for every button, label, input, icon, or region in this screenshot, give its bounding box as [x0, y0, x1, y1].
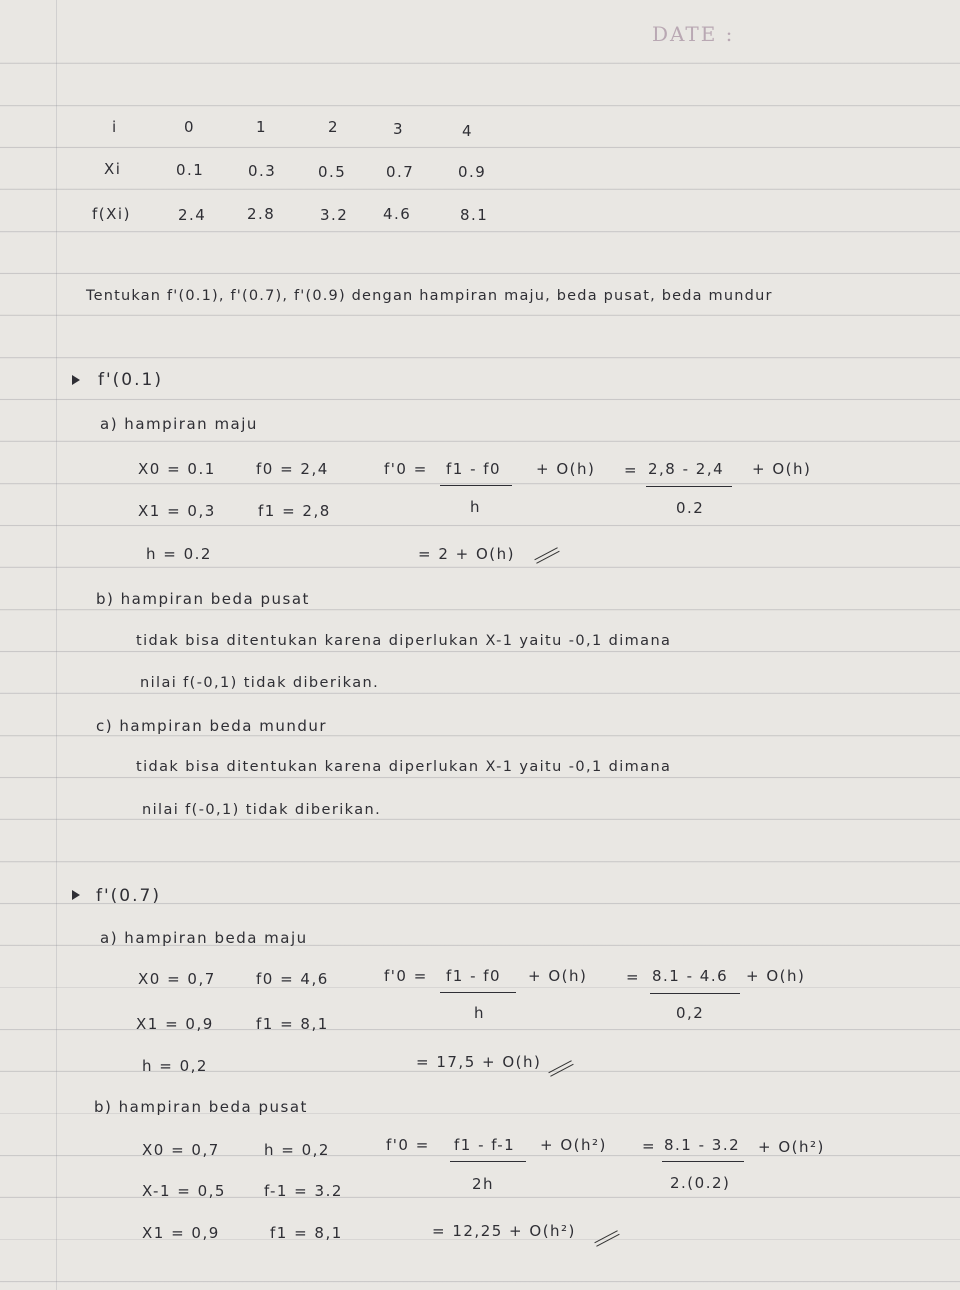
formula-error-term: + O(h²)	[540, 1136, 607, 1154]
given-value: X1 = 0,9	[142, 1224, 220, 1242]
substitution-denominator: 0.2	[676, 499, 705, 517]
table-cell: 0	[184, 118, 196, 136]
substitution-denominator: 0,2	[676, 1004, 705, 1022]
result: = 12,25 + O(h²)	[432, 1222, 576, 1240]
table-cell: 3	[393, 120, 405, 138]
bullet-arrow-icon	[72, 890, 80, 900]
section-heading: f'(0.7)	[96, 886, 161, 906]
given-value: f-1 = 3.2	[264, 1182, 343, 1200]
given-value: f1 = 8,1	[270, 1224, 343, 1242]
result: = 17,5 + O(h)	[416, 1053, 542, 1071]
double-tick-icon	[534, 547, 559, 564]
given-value: X1 = 0,3	[138, 502, 216, 520]
substitution-error-term: + O(h)	[752, 460, 812, 478]
explanation-text: nilai f(-0,1) tidak diberikan.	[140, 675, 380, 691]
substitution-numerator: 8.1 - 3.2	[664, 1136, 741, 1154]
given-value: h = 0.2	[146, 545, 212, 563]
formula-lhs: f'0 =	[386, 1136, 430, 1154]
given-value: h = 0,2	[142, 1057, 208, 1075]
equals-sign: =	[642, 1137, 657, 1155]
table-header-f: f(Xi)	[92, 205, 131, 223]
substitution-error-term: + O(h)	[746, 967, 806, 985]
double-tick-icon	[594, 1230, 619, 1247]
formula-numerator: f1 - f-1	[454, 1136, 516, 1154]
table-cell: 4.6	[383, 205, 412, 223]
margin-line	[56, 0, 57, 1290]
subsection-title: a) hampiran maju	[100, 415, 258, 433]
subsection-title: b) hampiran beda pusat	[96, 590, 310, 608]
given-value: f0 = 4,6	[256, 970, 329, 988]
substitution-denominator: 2.(0.2)	[670, 1174, 731, 1192]
table-header-i: i	[112, 118, 118, 136]
formula-numerator: f1 - f0	[446, 460, 502, 478]
given-value: X1 = 0,9	[136, 1015, 214, 1033]
fraction-bar	[440, 992, 516, 993]
table-cell: 0.1	[176, 161, 205, 179]
formula-denominator: h	[470, 498, 482, 516]
table-cell: 0.7	[386, 163, 415, 181]
double-tick-icon	[548, 1060, 573, 1077]
table-cell: 8.1	[460, 206, 489, 224]
given-value: X0 = 0,7	[138, 970, 216, 988]
fraction-bar	[662, 1161, 744, 1162]
table-cell: 0.5	[318, 163, 347, 181]
table-cell: 3.2	[320, 206, 349, 224]
explanation-text: tidak bisa ditentukan karena diperlukan X-1 yaitu -0,1 dimana	[136, 633, 672, 649]
formula-numerator: f1 - f0	[446, 967, 502, 985]
table-cell: 1	[256, 118, 268, 136]
fraction-bar	[450, 1161, 526, 1162]
explanation-text: tidak bisa ditentukan karena diperlukan X-1 yaitu -0,1 dimana	[136, 759, 672, 775]
table-cell: 0.9	[458, 163, 487, 181]
bullet-arrow-icon	[72, 375, 80, 385]
subsection-title: b) hampiran beda pusat	[94, 1098, 308, 1116]
subsection-title: c) hampiran beda mundur	[96, 717, 328, 735]
task-statement: Tentukan f'(0.1), f'(0.7), f'(0.9) dengan hampiran maju, beda pusat, beda mundur	[86, 288, 773, 304]
formula-error-term: + O(h)	[528, 967, 588, 985]
given-value: f1 = 2,8	[258, 502, 331, 520]
subsection-title: a) hampiran beda maju	[100, 929, 308, 947]
formula-denominator: 2h	[472, 1175, 495, 1193]
formula-denominator: h	[474, 1004, 486, 1022]
fraction-bar	[440, 485, 512, 486]
table-cell: 4	[462, 122, 474, 140]
date-label: DATE :	[652, 22, 735, 46]
given-value: X-1 = 0,5	[142, 1182, 226, 1200]
given-value: h = 0,2	[264, 1141, 330, 1159]
section-heading: f'(0.1)	[98, 370, 163, 390]
table-cell: 0.3	[248, 162, 277, 180]
formula-error-term: + O(h)	[536, 460, 596, 478]
equals-sign: =	[626, 968, 641, 986]
fraction-bar	[650, 993, 740, 994]
formula-lhs: f'0 =	[384, 967, 428, 985]
given-value: X0 = 0.1	[138, 460, 216, 478]
substitution-numerator: 8.1 - 4.6	[652, 967, 729, 985]
table-cell: 2	[328, 118, 340, 136]
explanation-text: nilai f(-0,1) tidak diberikan.	[142, 802, 382, 818]
fraction-bar	[646, 486, 732, 487]
table-cell: 2.8	[247, 205, 276, 223]
given-value: X0 = 0,7	[142, 1141, 220, 1159]
table-cell: 2.4	[178, 206, 207, 224]
formula-lhs: f'0 =	[384, 460, 428, 478]
equals-sign: =	[624, 461, 639, 479]
given-value: f0 = 2,4	[256, 460, 329, 478]
result: = 2 + O(h)	[418, 545, 516, 563]
table-header-x: Xi	[104, 160, 122, 178]
given-value: f1 = 8,1	[256, 1015, 329, 1033]
substitution-numerator: 2,8 - 2,4	[648, 460, 725, 478]
substitution-error-term: + O(h²)	[758, 1138, 825, 1156]
